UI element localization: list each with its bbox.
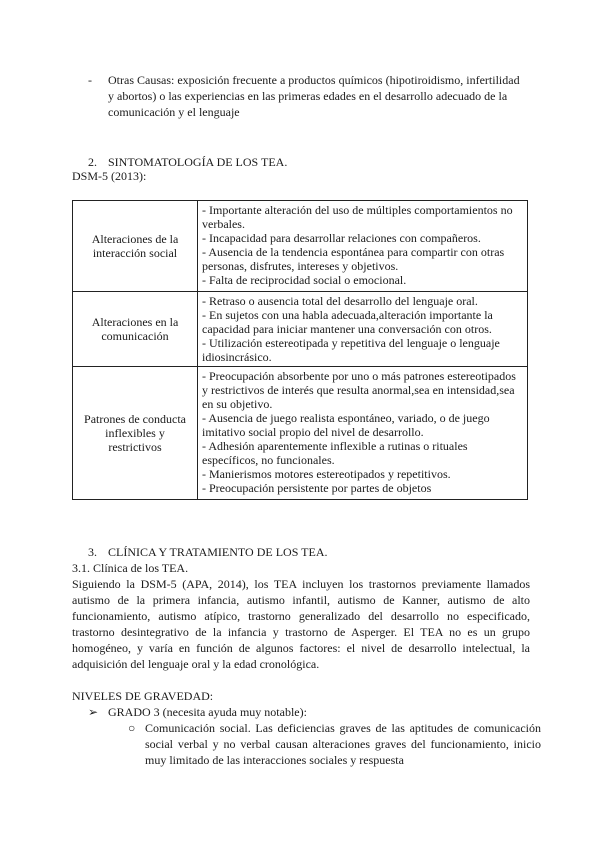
table-item: - Utilización estereotipada y repetitiva del lenguaje o lenguaje idiosincrásico. bbox=[202, 336, 500, 364]
table-item: - Manierismos motores estereotipados y repetitivos. bbox=[202, 467, 451, 481]
table-row bbox=[73, 367, 528, 500]
intro-bullet-text: Otras Causas: exposición frecuente a productos químicos (hipotiroidismo, infertilidad y abortos) o las experiencias en las primeras edades en el desarrollo adecuado de la comunicación y el lenguaje bbox=[108, 73, 520, 119]
table-item: - Ausencia de la tendencia espontánea para compartir con otras personas, disfrutes, intereses y objetivos. bbox=[202, 245, 505, 273]
table-category-cell: Alteraciones de la interacción social bbox=[73, 201, 198, 292]
dsm-source: DSM-5 (2013): bbox=[72, 169, 147, 183]
grado-text: GRADO 3 (necesita ayuda muy notable): bbox=[108, 705, 307, 719]
table-item: - Adhesión aparentemente inflexible a rutinas o rituales específicos, no funcionales. bbox=[202, 439, 468, 467]
table-description-cell bbox=[198, 292, 528, 367]
circle-bullet-icon: ○ bbox=[128, 721, 136, 735]
table-item: - Retraso o ausencia total del desarrollo del lenguaje oral. bbox=[202, 294, 478, 308]
subsection-title: 3.1. Clínica de los TEA. bbox=[72, 561, 189, 575]
table-row bbox=[73, 292, 528, 367]
table-description-cell bbox=[198, 367, 528, 500]
table-description-cell bbox=[198, 201, 528, 292]
table-item: - Preocupación absorbente por uno o más patrones estereotipados y restrictivos de interés que resulta anormal,sea en intensidad,sea en su objetivo. bbox=[202, 369, 516, 411]
section-3-title: CLÍNICA Y TRATAMIENTO DE LOS TEA. bbox=[108, 545, 328, 559]
table-category-cell: Patrones de conducta inflexibles y restrictivos bbox=[73, 367, 198, 500]
bullet-dash: - bbox=[88, 73, 92, 87]
table-item: - Importante alteración del uso de múltiples comportamientos no verbales. bbox=[202, 203, 513, 231]
table-item: - Preocupación persistente por partes de objetos bbox=[202, 481, 432, 495]
table-category-cell: Alteraciones en la comunicación bbox=[73, 292, 198, 367]
arrow-bullet-icon: ➢ bbox=[88, 705, 99, 719]
section-2-title: SINTOMATOLOGÍA DE LOS TEA. bbox=[108, 155, 288, 169]
table-item: - Falta de reciprocidad social o emocional. bbox=[202, 273, 407, 287]
table-item: - Incapacidad para desarrollar relaciones con compañeros. bbox=[202, 231, 481, 245]
section-3-number: 3. bbox=[88, 545, 97, 559]
section-2-number: 2. bbox=[88, 155, 97, 169]
table-item: - Ausencia de juego realista espontáneo, variado, o de juego imitativo social propio del nivel de desarrollo. bbox=[202, 411, 490, 439]
sub-bullet-text: Comunicación social. Las deficiencias graves de las aptitudes de comunicación social verbal y no verbal causan alteraciones graves del funcionamiento, inicio muy limitado de las interacciones sociales y respuesta bbox=[145, 721, 541, 767]
table-item: - En sujetos con una habla adecuada,alteración importante la capacidad para iniciar mantener una conversación con otros. bbox=[202, 308, 493, 336]
table-row bbox=[73, 201, 528, 292]
niveles-heading: NIVELES DE GRAVEDAD: bbox=[72, 689, 214, 703]
body-paragraph: Siguiendo la DSM-5 (APA, 2014), los TEA incluyen los trastornos previamente llamados autismo de la primera infancia, autismo infantil, autismo de Kanner, autismo de alto funcionamiento, autismo atípico, trastorno generalizado del desarrollo no especificado, trastorno desintegrativo de la infancia y trastorno de Asperger. El TEA no es un grupo homogéneo, y varía en función de algunos factores: el nivel de desarrollo intelectual, la adquisición del lenguaje oral y la edad cronológica. bbox=[72, 577, 530, 671]
symptoms-table bbox=[72, 200, 528, 500]
